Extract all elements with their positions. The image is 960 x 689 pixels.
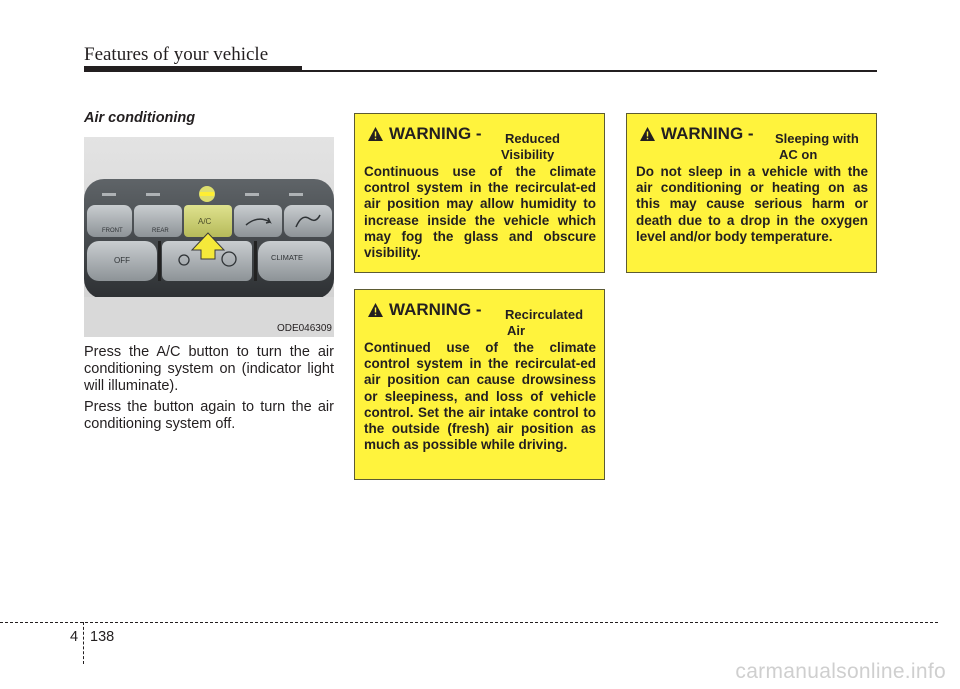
warning-box-sleeping-with-ac-on [626, 113, 877, 273]
page-header-title: Features of your vehicle [84, 44, 269, 65]
warning-subject-line-2: AC on [779, 147, 818, 162]
warning-text: Continued use of the climate control system in the recirculat-ed air position can cause drowsiness or sleepiness, and loss of vehicle control. Set the air intake control to the outside (fresh) air position as much as possible while driving. [364, 340, 596, 453]
footer-rule [0, 622, 938, 623]
chapter-number: 4 [70, 629, 79, 645]
svg-text:REAR: REAR [152, 228, 169, 234]
warning-triangle-icon [640, 127, 655, 141]
warning-subject-line-1: Reduced [505, 131, 560, 146]
warning-box-recirculated-air [354, 289, 605, 480]
svg-text:CLIMATE: CLIMATE [271, 253, 303, 262]
fresh-air-button [284, 205, 332, 237]
instruction-paragraph-2: Press the button again to turn the air conditioning system off. [84, 399, 334, 432]
section-heading: Air conditioning [84, 110, 196, 126]
warning-triangle-icon [368, 303, 383, 317]
warning-text: Do not sleep in a vehicle with the air conditioning or heating on as this may cause serious harm or death due to a drop in the oxygen level and/or body temperature. [636, 164, 868, 244]
instruction-paragraph-1: Press the A/C button to turn the air conditioning system on (indicator light will illuminate). [84, 344, 334, 394]
warning-text: Continuous use of the climate control system in the recirculat-ed air position may allow humidity to increase inside the vehicle which may fog the glass and obscure visibility. [364, 164, 596, 261]
figure-code: ODE046309 [276, 323, 332, 334]
ac-indicator-light [199, 186, 215, 202]
warning-subject-line-1: Sleeping with [775, 131, 859, 146]
ac-control-panel-illustration [84, 137, 334, 337]
warning-label: WARNING - [661, 124, 754, 143]
header-bar [84, 66, 302, 72]
watermark: carmanualsonline.info [735, 660, 946, 683]
footer-divider [83, 622, 84, 664]
svg-text:OFF: OFF [114, 256, 130, 265]
warning-subject-line-2: Visibility [501, 147, 555, 162]
ac-control-panel-figure [84, 137, 334, 337]
header-rule [302, 70, 877, 72]
warning-label: WARNING - [389, 300, 482, 319]
svg-text:FRONT: FRONT [102, 228, 123, 234]
page-number: 138 [90, 629, 115, 645]
recirculation-button [234, 205, 282, 237]
warning-subject-line-1: Recirculated [505, 307, 584, 322]
warning-triangle-icon [368, 127, 383, 141]
warning-label: WARNING - [389, 124, 482, 143]
warning-box-reduced-visibility [354, 113, 605, 273]
warning-subject-line-2: Air [507, 323, 526, 338]
svg-text:A/C: A/C [198, 217, 212, 226]
